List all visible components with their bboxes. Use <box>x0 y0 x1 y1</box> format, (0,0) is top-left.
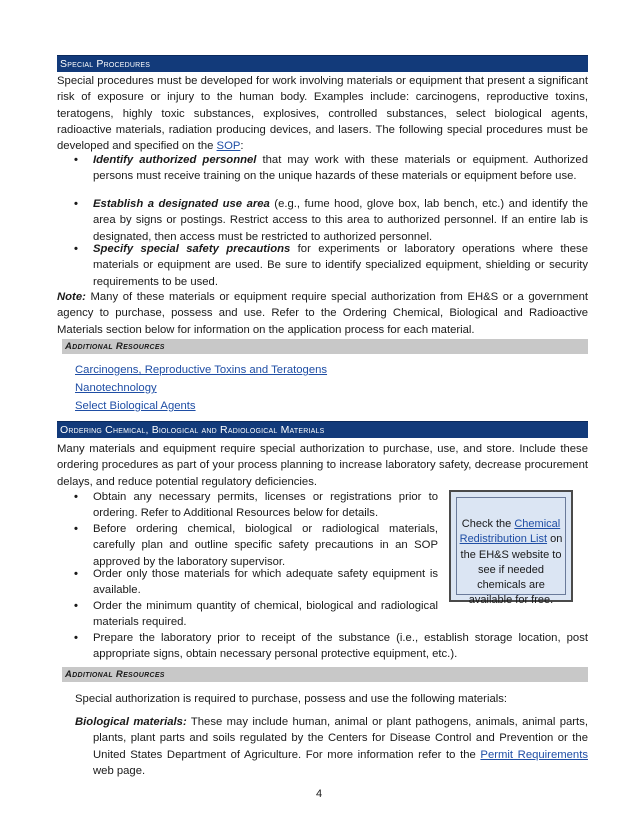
bullet-lead: Identify authorized personnel <box>93 154 257 166</box>
bio-text: These may include human, animal or plant pathogens, animals, animal parts, plants, plant parts and soils regulated by the Centers for Disease Control and Prevention or the United States Department of Agriculture. For more information refer to the <box>93 716 588 761</box>
special-procedures-intro <box>57 73 588 154</box>
list-item <box>75 598 438 631</box>
resources-intro: Special authorization is required to purchase, possess and use the following materials: <box>75 693 508 705</box>
intro-text: Special procedures must be developed for work involving materials or equipment that present a significant risk of exposure or injury to the human body. Examples include: carcinogens, reproductive toxins, teratogens, highly toxic substances, explosives, controlled substances, select biological agents, radioactive materials, radiation producing devices, and lasers. The following special procedures must be developed and specified on the <box>57 75 588 153</box>
bullet-lead: Establish a designated use area <box>93 198 270 210</box>
page-number: 4 <box>315 788 323 800</box>
bullet-text: Order the minimum quantity of chemical, biological and radiological materials required. <box>93 600 438 629</box>
subheading-additional-resources: Additional Resources <box>62 339 588 354</box>
bullet-text: for experiments or laboratory operations where these materials or equipment are used. Be sure to identify specialized equipment, shielding or security requirements to be used. <box>93 243 588 288</box>
bio-label: Biological materials: <box>75 716 187 728</box>
bullet-text: that may work with these materials or equipment. Authorized persons must receive training on the unique hazards of these materials or equipment before use. <box>93 154 588 183</box>
note-label: Note: <box>57 291 86 303</box>
list-item <box>75 489 438 522</box>
list-item <box>75 196 588 245</box>
bullet-text: Prepare the laboratory prior to receipt of the substance (i.e., establish storage location, post appropriate signs, obtain necessary personal protective equipment, etc.). <box>93 632 588 661</box>
list-item <box>75 241 588 290</box>
biological-materials-item <box>75 714 588 779</box>
list-item <box>75 521 438 570</box>
sop-link[interactable]: SOP <box>216 140 241 153</box>
bullet-icon: • <box>74 154 78 166</box>
resource-link-select-agents[interactable]: Select Biological Agents <box>75 400 196 412</box>
bullet-icon: • <box>74 632 78 644</box>
bullet-text: Obtain any necessary permits, licenses or registrations prior to ordering. Refer to Additional Resources below for details. <box>93 491 438 520</box>
bullet-text: (e.g., fume hood, glove box, lab bench, etc.) and identify the area by signs or postings. Restrict access to this area to authorized personnel. If an entire lab is designated, then access must be restricted to authorized personnel. <box>93 198 588 243</box>
callout-post: on the EH&S website to see if needed chemicals are available for free. <box>460 533 563 607</box>
subheading-additional-resources-2: Additional Resources <box>62 667 588 682</box>
bullet-icon: • <box>74 243 78 255</box>
bio-end: web page. <box>93 764 146 777</box>
resource-link-nanotechnology[interactable]: Nanotechnology <box>75 382 157 394</box>
chemical-redistribution-link[interactable]: Chemical Redistribution List <box>459 518 561 546</box>
permit-requirements-link[interactable]: Permit Requirements <box>480 748 588 761</box>
bullet-icon: • <box>74 491 78 503</box>
callout-text <box>456 497 566 607</box>
section-heading-special-procedures: Special Procedures <box>57 55 588 72</box>
note-paragraph <box>57 289 588 338</box>
resource-link-carcinogens[interactable]: Carcinogens, Reproductive Toxins and Teratogens <box>75 364 328 376</box>
intro-end: : <box>240 140 244 153</box>
bullet-icon: • <box>74 198 78 210</box>
bullet-icon: • <box>74 600 78 612</box>
bullet-text: Order only those materials for which adequate safety equipment is available. <box>93 568 438 597</box>
note-text: Many of these materials or equipment require special authorization from EH&S or a government agency to purchase, possess and use. Refer to the Ordering Chemical, Biological and Radioactive Materials section below for information on the application process for each material. <box>57 291 588 336</box>
list-item <box>75 630 588 663</box>
bullet-text: Before ordering chemical, biological or radiological materials, carefully plan and outline specific safety precautions in an SOP approved by the laboratory supervisor. <box>93 523 438 568</box>
bullet-icon: • <box>74 568 78 580</box>
list-item <box>75 566 438 599</box>
callout-box <box>449 490 573 607</box>
list-item <box>75 152 588 185</box>
bullet-icon: • <box>74 523 78 535</box>
ordering-intro: Many materials and equipment require special authorization to purchase, use, and store. Include these ordering procedures as part of your process planning to increase laboratory safety, decrease procurement delays, and reduce potential regulatory deficiencies. <box>57 443 588 488</box>
section-heading-ordering: Ordering Chemical, Biological and Radiological Materials <box>57 421 588 438</box>
bullet-lead: Specify special safety precautions <box>93 243 291 255</box>
callout-pre: Check the <box>461 518 515 530</box>
